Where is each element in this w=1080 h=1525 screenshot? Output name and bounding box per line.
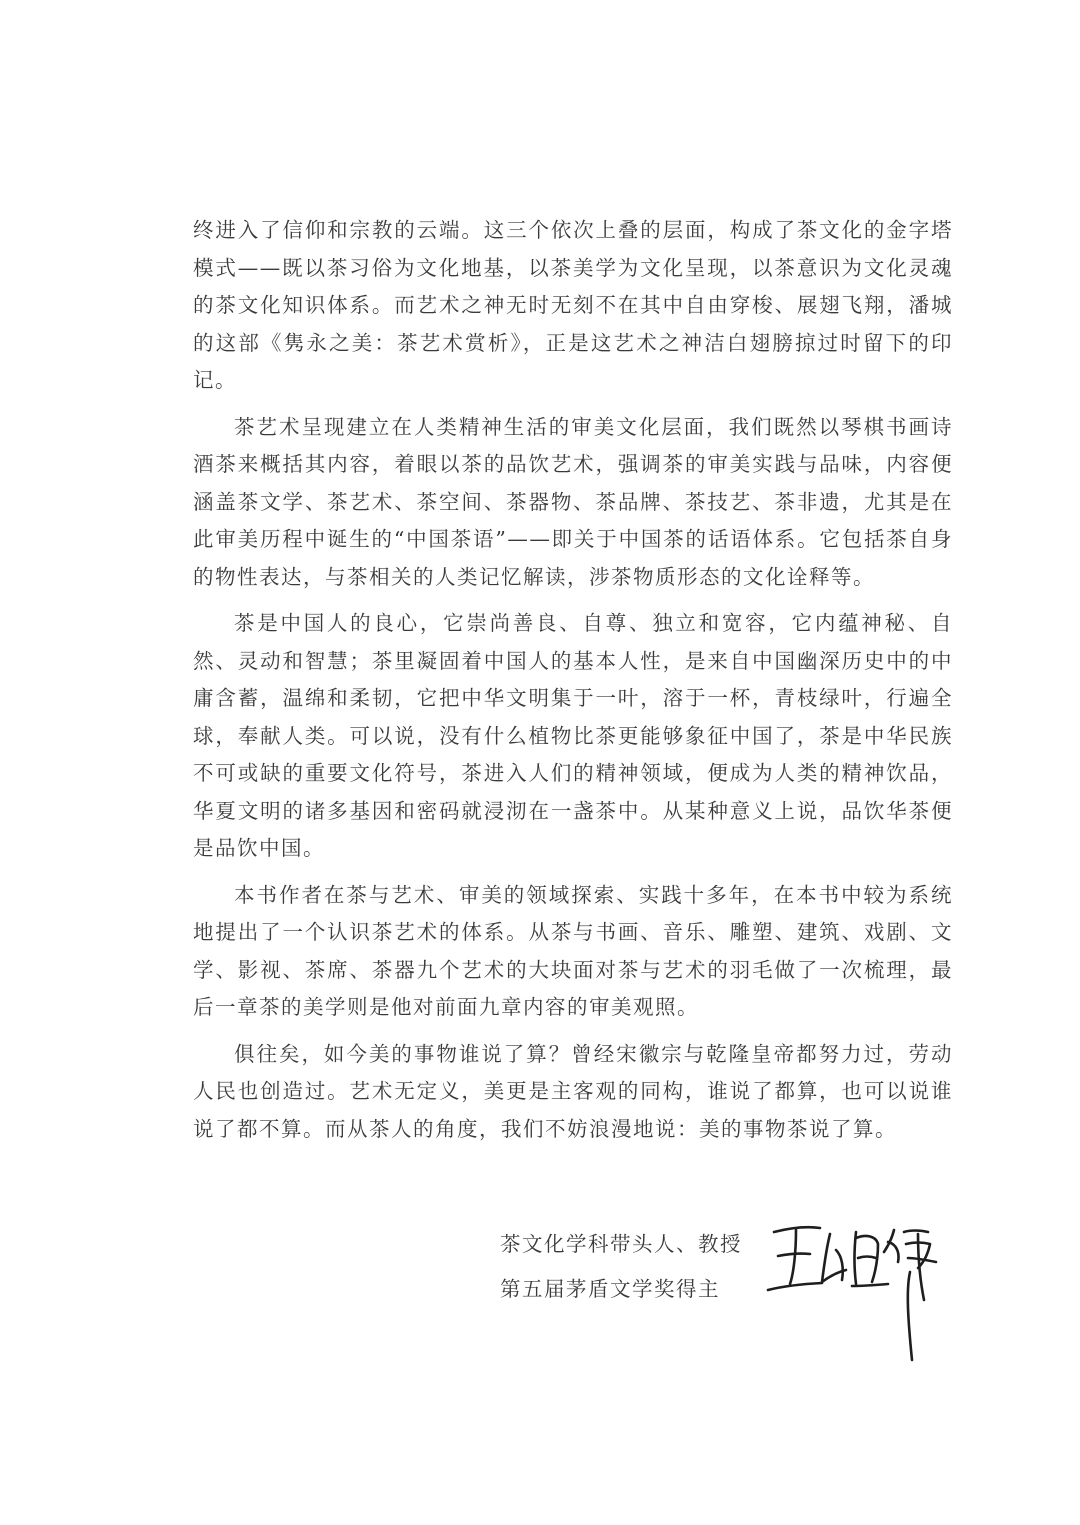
paragraph-2: 茶艺术呈现建立在人类精神生活的审美文化层面，我们既然以琴棋书画诗酒茶来概括其内容，着眼以茶的品饮艺术，强调茶的审美实践与品味，内容便涵盖茶文学、茶艺术、茶空间、茶器物、茶品牌、茶技艺、茶非遗，尤其是在此审美历程中诞生的“中国茶语”——即关于中国茶的话语体系。它包括茶自身的物性表达，与茶相关的人类记忆解读，涉茶物质形态的文化诠释等。 <box>193 414 953 589</box>
handwritten-signature <box>760 1210 950 1370</box>
paragraph-4: 本书作者在茶与艺术、审美的领域探索、实践十多年，在本书中较为系统地提出了一个认识茶艺术的体系。从茶与书画、音乐、雕塑、建筑、戏剧、文学、影视、茶席、茶器九个艺术的大块面对茶与艺术的羽毛做了一次梳理，最后一章茶的美学则是他对前面九章内容的审美观照。 <box>193 882 953 1019</box>
paragraph-1: 终进入了信仰和宗教的云端。这三个依次上叠的层面，构成了茶文化的金字塔模式——既以茶习俗为文化地基，以茶美学为文化呈现，以茶意识为文化灵魂的茶文化知识体系。而艺术之神无时无刻不在其中自由穿梭、展翅飞翔，潘城的这部《隽永之美：茶艺术赏析》，正是这艺术之神洁白翅膀掠过时留下的印记。 <box>193 218 953 392</box>
author-title-line: 茶文化学科带头人、教授 <box>500 1232 742 1256</box>
body-text <box>193 212 953 1157</box>
author-credentials <box>500 1222 742 1312</box>
author-award-line: 第五届茅盾文学奖得主 <box>500 1277 720 1301</box>
paragraph-3: 茶是中国人的良心，它崇尚善良、自尊、独立和宽容，它内蕴神秘、自然、灵动和智慧；茶里凝固着中国人的基本人性，是来自中国幽深历史中的中庸含蓄，温绵和柔韧，它把中华文明集于一叶，溶于一杯，青枝绿叶，行遍全球，奉献人类。可以说，没有什么植物比茶更能够象征中国了，茶是中华民族不可或缺的重要文化符号，茶进入人们的精神领域，便成为人类的精神饮品，华夏文明的诸多基因和密码就浸沏在一盏茶中。从某种意义上说，品饮华茶便是品饮中国。 <box>193 611 953 860</box>
paragraph-5: 俱往矣，如今美的事物谁说了算？曾经宋徽宗与乾隆皇帝都努力过，劳动人民也创造过。艺术无定义，美更是主客观的同构，谁说了都算，也可以说谁说了都不算。而从茶人的角度，我们不妨浪漫地说：美的事物茶说了算。 <box>193 1041 953 1141</box>
